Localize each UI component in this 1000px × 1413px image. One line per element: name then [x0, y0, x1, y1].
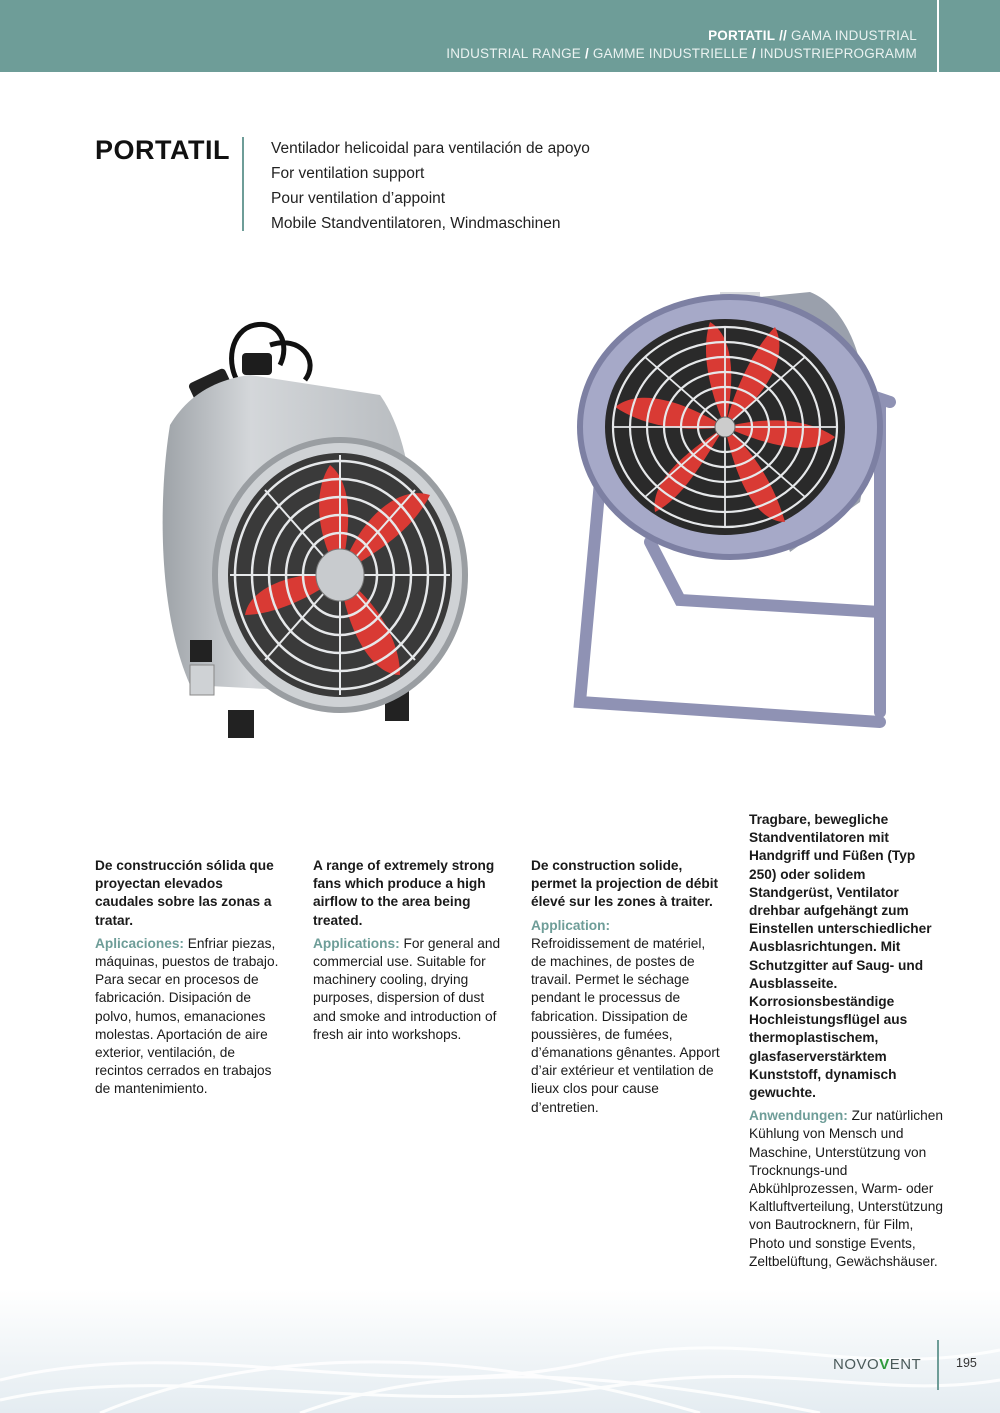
column-es-text: Enfriar piezas, máquinas, puestos de trabajo. Para secar en procesos de fabricación. Disipación de polvo, humos, emanaciones molestas. Aportación de aire exterior, ventilación, de recintos cerrados en trabajos de mantenimiento. — [95, 935, 279, 1097]
column-de — [749, 811, 945, 1271]
header-text — [446, 27, 917, 63]
header-range-es: GAMA INDUSTRIAL — [790, 28, 917, 43]
header-line-2 — [446, 45, 917, 63]
column-en-lead: A range of extremely strong fans which produce a high airflow to the area being treated. — [313, 858, 495, 928]
column-fr-text: Refroidissement de matériel, de machines, de postes de travail. Permet le séchage pendant le processus de fabrication. Dissipation de poussières, de fumées, d’émanations gênantes. Apport d’air extérieur et ventilation de lieux clos pour cause d’entretien. — [531, 935, 720, 1115]
subtitle-list — [271, 136, 590, 236]
logo-part-1: NOVO — [833, 1356, 880, 1373]
footer-swirl-background — [0, 1290, 1000, 1413]
column-fr-body — [531, 917, 721, 1117]
page-number: 195 — [956, 1356, 977, 1370]
column-de-label: Anwendungen: — [749, 1108, 848, 1124]
footer-divider — [937, 1340, 939, 1390]
stand-fan-image — [560, 282, 920, 742]
header-slash-1: / — [584, 46, 589, 61]
column-en — [313, 857, 503, 1044]
subtitle-fr: Pour ventilation d’appoint — [271, 190, 446, 207]
subtitle-en: For ventilation support — [271, 165, 425, 182]
header-slash-2: / — [751, 46, 756, 61]
logo-v: V — [879, 1356, 890, 1373]
header-category: PORTATIL — [708, 28, 776, 43]
logo-part-2: ENT — [889, 1356, 922, 1373]
column-de-text: Zur natürlichen Kühlung von Mensch und Maschine, Unterstützung von Trocknungs-und Abkühlprozessen, Warm- oder Kaltluftverteilung, Unterstützung von Bautrocknern, für Film, Photo und sonstige Events, Zeltbelüftung, Gewächshäuser. — [749, 1108, 944, 1269]
title-divider — [242, 137, 244, 231]
column-de-lead: Tragbare, bewegliche Standventilatoren mit Handgriff und Füßen (Typ 250) oder solidem Standgerüst, Ventilator drehbar aufgehängt zum Einstellen unterschiedlicher Ausblasrichtungen. Mit Schutzgitter auf Saug- und Ausblasseite. Korrosionsbeständige Hochleistungsflügel aus thermoplastischem, glasfaserverstärktem Kunststoff, dynamisch gewuchte. — [749, 812, 932, 1101]
header-divider — [937, 0, 939, 72]
column-en-label: Applications: — [313, 935, 400, 951]
column-fr — [531, 857, 721, 1117]
column-es-label: Aplicaciones: — [95, 935, 184, 951]
header-range-en: INDUSTRIAL RANGE — [446, 46, 581, 61]
column-en-text: For general and commercial use. Suitable for machinery cooling, drying purposes, dispersion of dust and smoke and introduction of fresh air into workshops. — [313, 935, 501, 1042]
column-fr-label: Application: — [531, 917, 611, 933]
header-line-1 — [446, 27, 917, 45]
column-en-body — [313, 935, 503, 1044]
column-fr-lead: De construction solide, permet la projection de débit élevé sur les zones à traiter. — [531, 858, 719, 910]
column-es-lead: De construcción sólida que proyectan elevados caudales sobre las zonas a tratar. — [95, 858, 274, 928]
subtitle-es: Ventilador helicoidal para ventilación de apoyo — [271, 140, 590, 157]
portable-drum-fan-image — [130, 305, 470, 765]
header-range-fr: GAMME INDUSTRIELLE — [592, 46, 748, 61]
column-es-body — [95, 935, 285, 1099]
column-de-body — [749, 1107, 945, 1271]
subtitle-de: Mobile Standventilatoren, Windmaschinen — [271, 215, 561, 232]
header-band — [0, 0, 1000, 72]
header-separator: // — [779, 28, 788, 43]
brand-logo — [833, 1356, 921, 1373]
column-es — [95, 857, 285, 1099]
page-title: PORTATIL — [95, 135, 230, 165]
header-range-de: INDUSTRIEPROGRAMM — [759, 46, 917, 61]
